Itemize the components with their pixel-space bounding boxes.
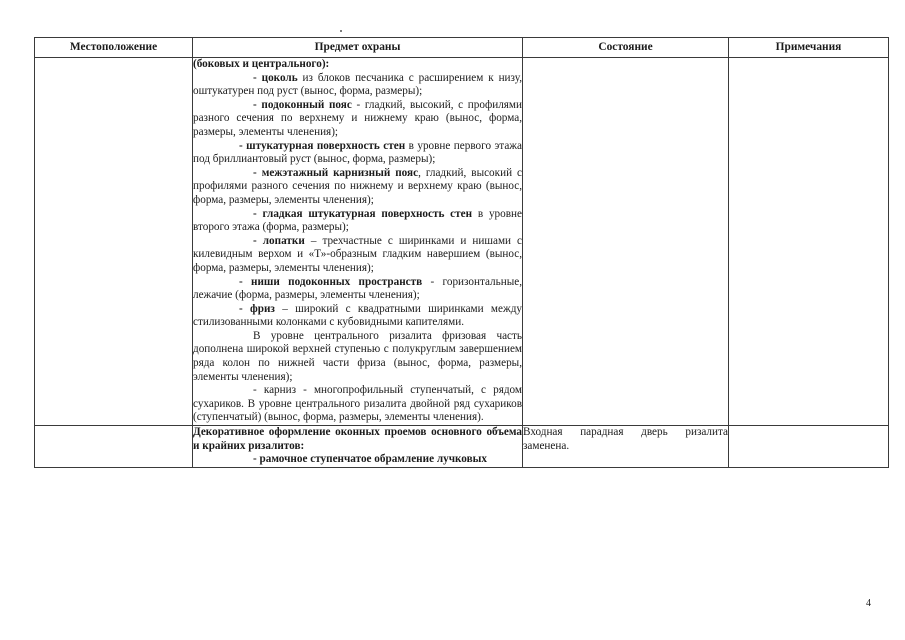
table-row [35, 58, 889, 426]
term: - ниши подоконных пространств [239, 275, 423, 288]
table-row [35, 426, 889, 468]
header-notes: Примечания [729, 38, 889, 58]
description: - горизонтальные, лежачие (форма, размеры, элементы членения); [193, 275, 522, 302]
paragraph [193, 72, 522, 99]
paragraph [193, 426, 522, 453]
term: - цоколь [253, 71, 298, 84]
description: – широкий с квадратными ширинками между стилизованными колонками с кубовидными капителями. [193, 302, 522, 329]
paragraph [193, 99, 522, 140]
paragraph [193, 140, 522, 167]
paragraph [193, 276, 522, 303]
term: - межэтажный карнизный пояс [253, 166, 419, 179]
term: - штукатурная поверхность стен [239, 139, 406, 152]
paragraph [193, 235, 522, 276]
condition-text: Входная парадная дверь ризалита заменена. [523, 426, 728, 452]
location-cell [35, 58, 193, 426]
location-cell [35, 426, 193, 468]
description: , гладкий, высокий с профилями разного сечения по нижнему и верхнему краю (вынос, форма, размеры, элементы членения); [193, 166, 522, 206]
paragraph [193, 58, 522, 72]
description: - гладкий, высокий, с профилями разного сечения по верхнему и нижнему краю (вынос, форма, размеры, элементы членения); [193, 98, 522, 138]
paragraph: В уровне центрального ризалита фризовая часть дополнена широкой верхней ступенью с полукруглым завершением ряда колон по нижней части фриза (вынос, форма, размеры, элементы членения); [193, 329, 522, 383]
header-location: Местоположение [35, 38, 193, 58]
paragraph [193, 208, 522, 235]
condition-cell [523, 58, 729, 426]
term: - рамочное ступенчатое обрамление лучковых [253, 453, 487, 466]
scan-speck [340, 30, 342, 32]
description: из блоков песчаника с расширением к низу, оштукатурен под руст (вынос, форма, размеры); [193, 71, 522, 98]
paragraph [193, 453, 522, 467]
term: - гладкая штукатурная поверхность стен [253, 207, 473, 220]
header-condition: Состояние [523, 38, 729, 58]
subject-cell [193, 426, 523, 468]
lead-text: (боковых и центрального): [193, 58, 330, 70]
description: в уровне первого этажа под бриллиантовый руст (вынос, форма, размеры); [193, 139, 522, 166]
header-row [35, 38, 889, 58]
subject-cell [193, 58, 523, 426]
notes-cell [729, 426, 889, 468]
condition-cell [523, 426, 729, 468]
paragraph [193, 167, 522, 208]
paragraph [193, 303, 522, 330]
header-subject: Предмет охраны [193, 38, 523, 58]
notes-cell [729, 58, 889, 426]
section-heading: Декоративное оформление оконных проемов основного объема и крайних ризалитов: [193, 426, 522, 452]
description: в уровне второго этажа (форма, размеры); [193, 207, 522, 234]
page-number: 4 [866, 598, 871, 609]
term: - подоконный пояс [253, 98, 352, 111]
term: - фриз [239, 302, 275, 315]
term: - лопатки [253, 234, 305, 247]
description: – трехчастные с ширинками и нишами с килевидным верхом и «Т»-образным гладким навершием (вынос, форма, размеры, элементы членения); [193, 234, 523, 274]
paragraph: - карниз - многопрофильный ступенчатый, с рядом сухариков. В уровне центрального ризалита двойной ряд сухариков (ступенчатый) (вынос, форма, размеры, элементы членения). [193, 384, 522, 424]
protection-table [34, 37, 889, 468]
